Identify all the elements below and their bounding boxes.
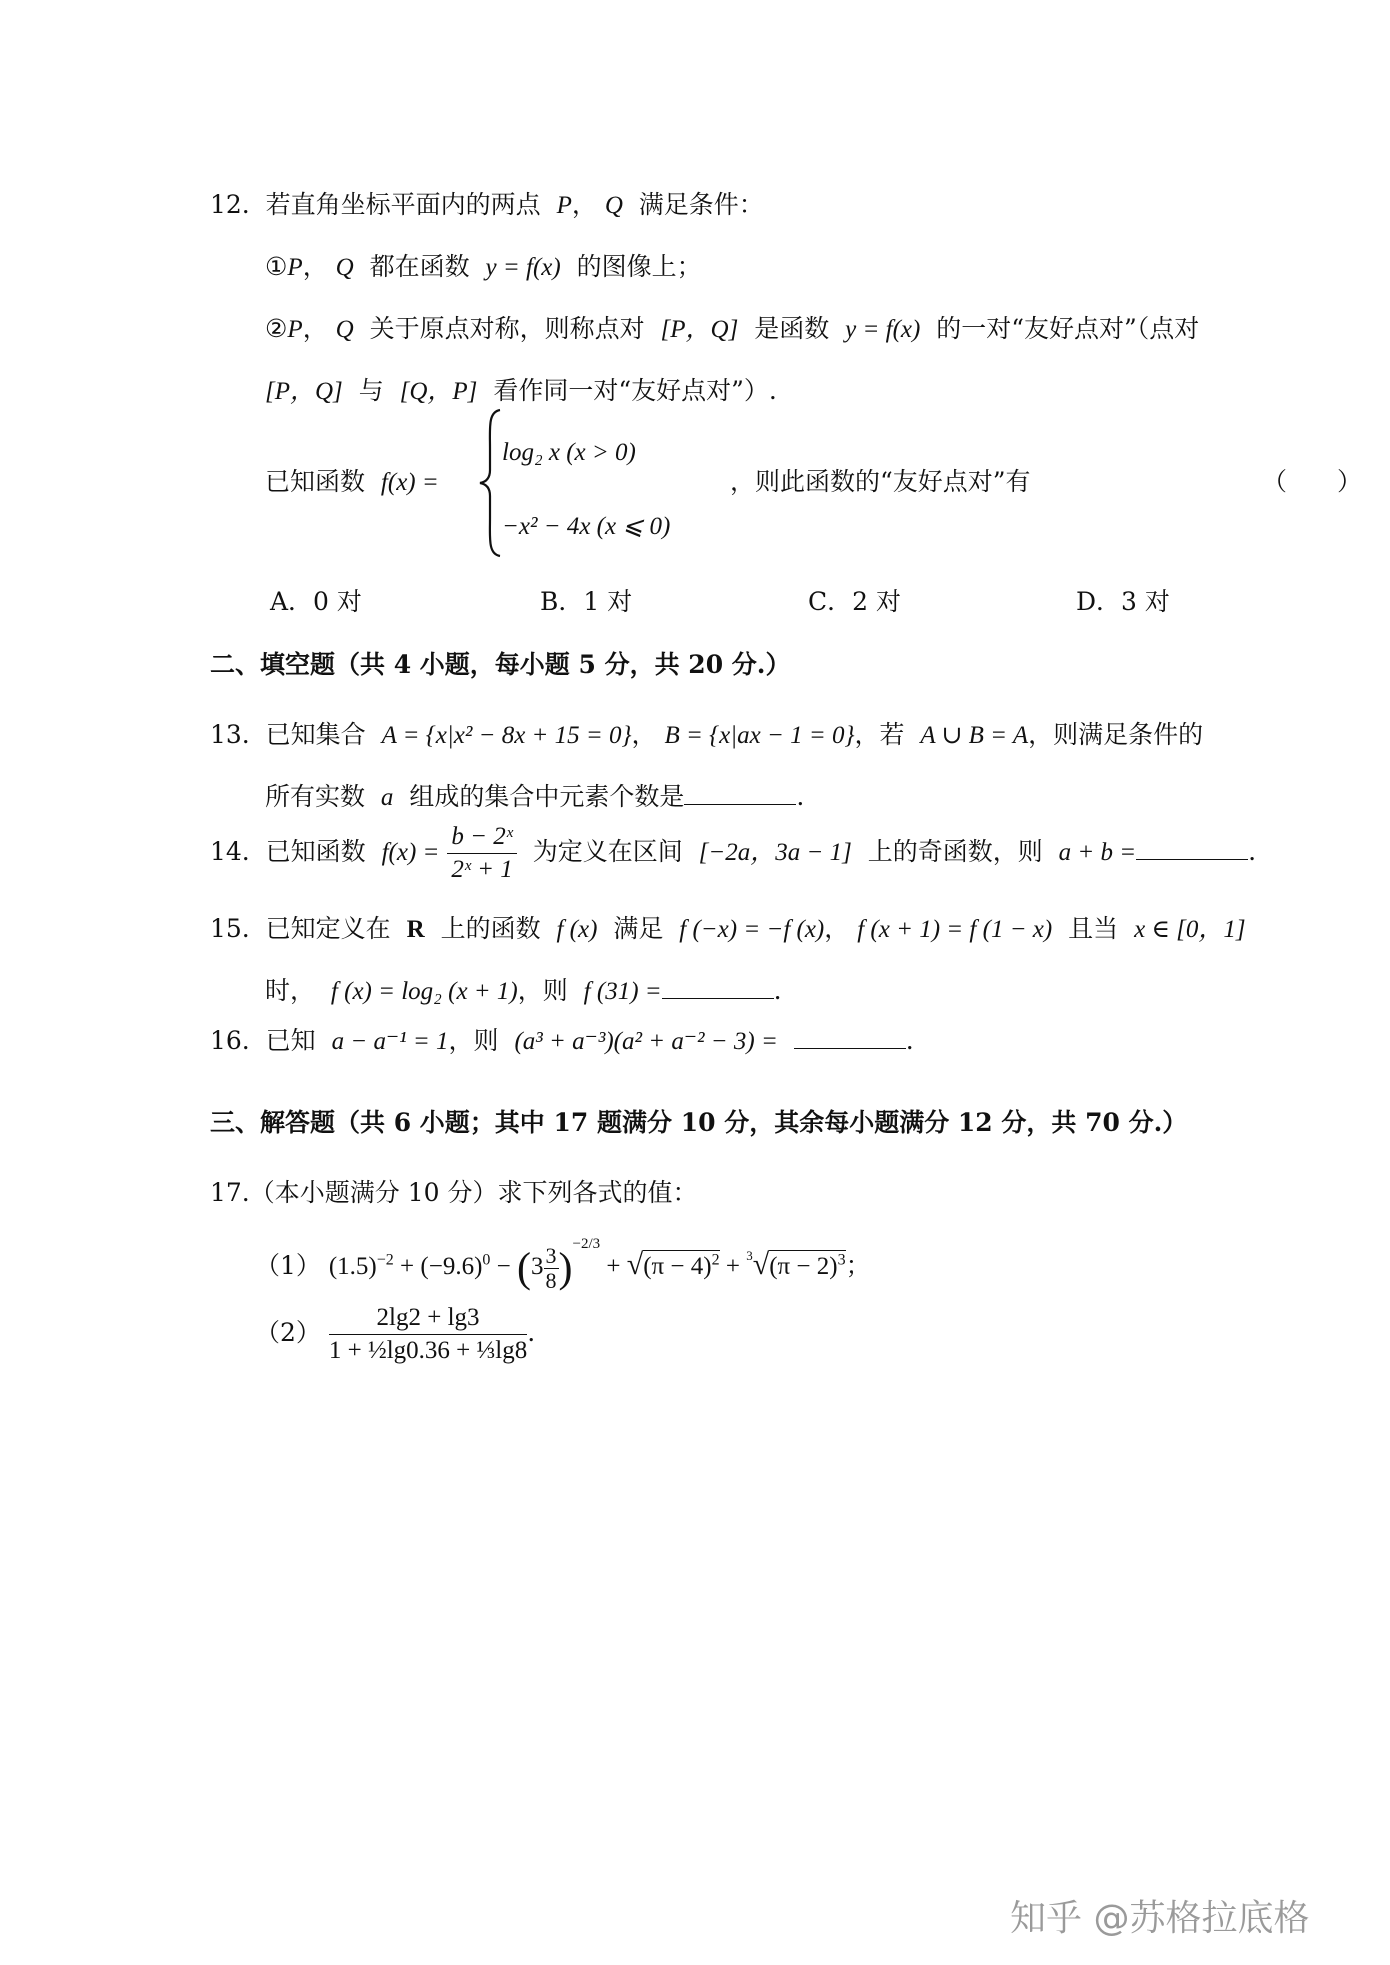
q17-part2-fraction: $\frac{2\lg 2 + \lg 3}{\text{1 + ½lg0.36 + ⅓lg8}}$: [328, 1304, 528, 1364]
q12-option-d: D．3 对: [1076, 587, 1170, 616]
q15-answer-blank[interactable]: [662, 976, 774, 999]
q12-cond1: ①P， Q 都在函数 y = f(x) 的图像上；: [265, 252, 702, 281]
q14-fraction: $\frac{\text{b − 2ˣ}}{\text{2ˣ + 1}}$: [447, 821, 516, 886]
q14-line: 14. 已知函数 f(x) = $\frac{\text{b − 2ˣ}}{\text{2ˣ + 1}}$ 为定义在区间 [−2a，3a − 1] 上的奇函数，则 a + b = .: [210, 820, 1256, 886]
q12-cond2-line2: [P，Q] 与 [Q，P] 看作同一对“友好点对”）.: [265, 376, 777, 405]
q13-line2: 所有实数 a 组成的集合中元素个数是 .: [265, 782, 805, 811]
q17-part2: （2） $\frac{2\lg 2 + \lg 3}{\text{1 + ½lg0.36 + ⅓lg8}}$ .: [255, 1296, 535, 1370]
zhihu-watermark: 知乎 @苏格拉底格: [1010, 1898, 1310, 1939]
q12-tail: ，则此函数的“友好点对”有: [730, 467, 1031, 496]
q14-answer-blank[interactable]: [1136, 837, 1248, 860]
q15-line2: 时， f (x) = log₂ (x + 1)，则 f (31) = .: [265, 976, 782, 1005]
q12-given: 已知函数 f(x) =: [265, 467, 439, 496]
q17-part1-expression: $(1.5)^{-2} + (-9.6)^0 - (3$ $\frac{3}{8}$ )$^{-2/3} + √(\pi - 4)^2 + ^3√(\pi - 2)^3$: [328, 1236, 846, 1293]
q16-line: 16. 已知 a − a⁻¹ = 1，则 (a³ + a⁻³)(a² + a⁻² − 3) = .: [210, 1026, 914, 1055]
section2-title: 二、填空题（共 4 小题，每小题 5 分，共 20 分.）: [210, 650, 791, 679]
q17-head: 17.（本小题满分 10 分）求下列各式的值：: [210, 1178, 698, 1207]
piecewise-case2: −x² − 4x (x ⩽ 0): [502, 513, 671, 540]
q12-option-a: A．0 对: [270, 587, 362, 616]
q12-option-c: C．2 对: [808, 587, 901, 616]
q16-answer-blank[interactable]: [794, 1026, 906, 1049]
q13-answer-blank[interactable]: [684, 782, 796, 805]
q13-line1: 13. 已知集合 A = {x|x² − 8x + 15 = 0}， B = {x|ax − 1 = 0}，若 A ∪ B = A，则满足条件的: [210, 720, 1204, 749]
q12-cond2: ②P， Q 关于原点对称，则称点对 [P，Q] 是函数 y = f(x) 的一对“友好点对”（点对: [265, 314, 1200, 343]
piecewise-case1: log₂ x (x > 0): [502, 439, 636, 466]
q12-option-b: B．1 对: [540, 587, 633, 616]
q12-answer-paren: （ ）: [1262, 467, 1363, 496]
q17-part1: （1） $(1.5)^{-2} + (-9.6)^0 - (3$ $\frac{3}{8}$ )$^{-2/3} + √(\pi - 4)^2 + ^3√(\pi - 2)^3$；: [255, 1236, 871, 1293]
piecewise-brace-icon: [478, 408, 504, 558]
q12-line1: 12. 若直角坐标平面内的两点 P， Q 满足条件：: [210, 190, 764, 219]
q15-line1: 15. 已知定义在 R 上的函数 f (x) 满足 f (−x) = −f (x)， f (x + 1) = f (1 − x) 且当 x ∈ [0，1]: [210, 914, 1246, 943]
section3-title: 三、解答题（共 6 小题；其中 17 题满分 10 分，其余每小题满分 12 分，共 70 分.）: [210, 1108, 1188, 1137]
